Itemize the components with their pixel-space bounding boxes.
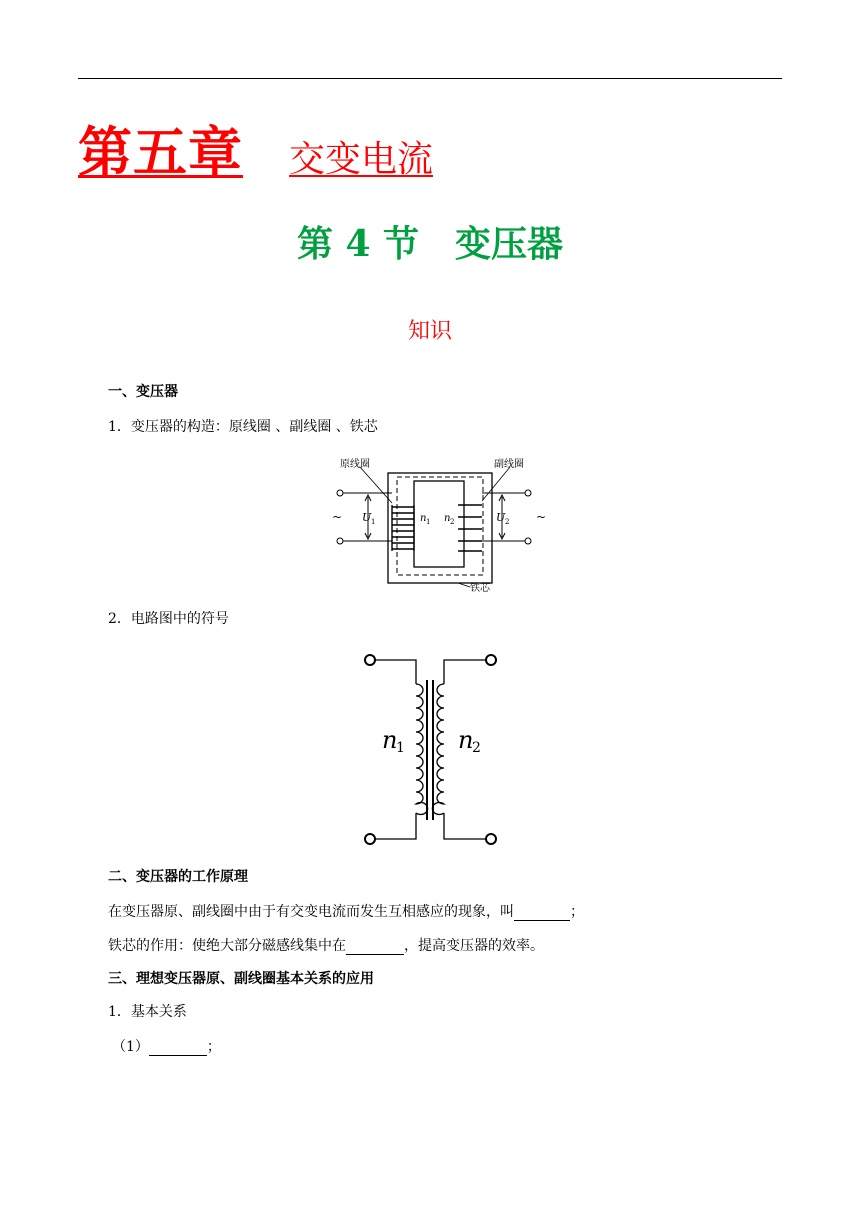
svg-text:U: U <box>496 511 506 524</box>
label-secondary-coil: 副线圈 <box>494 459 524 470</box>
chapter-heading <box>78 110 433 187</box>
svg-text:n: n <box>420 513 427 524</box>
heading-ideal-transformer: 三、理想变压器原、副线圈基本关系的应用 <box>108 971 374 987</box>
primary-coil <box>392 505 414 551</box>
svg-text:2: 2 <box>450 518 455 526</box>
paragraph-mutual-induction: 在变压器原、副线圈中由于有交变电流而发生互相感应的现象，叫 ； <box>108 904 584 920</box>
symbol-n2: n <box>458 726 474 754</box>
svg-text:2: 2 <box>505 518 510 526</box>
svg-text:1: 1 <box>426 518 431 526</box>
item-circuit-symbol: 2．电路图中的符号 <box>108 611 229 627</box>
svg-text:2: 2 <box>472 740 481 756</box>
svg-text:~: ~ <box>332 510 343 524</box>
label-core: 铁芯 <box>470 583 490 594</box>
secondary-coil <box>458 505 482 551</box>
transformer-diagram <box>330 455 550 595</box>
header-rule <box>78 78 782 79</box>
fill-blank <box>346 940 404 955</box>
svg-text:1: 1 <box>396 740 405 756</box>
paragraph-core-function: 铁芯的作用：使绝大部分磁感线集中在 ，提高变压器的效率。 <box>108 938 544 954</box>
symbol-n1: n <box>382 726 398 754</box>
svg-text:~: ~ <box>536 510 547 524</box>
fill-blank <box>514 906 570 921</box>
item-construction: 1．变压器的构造：原线圈 、副线圈 、铁芯 <box>108 419 378 435</box>
label-primary-coil: 原线圈 <box>340 459 370 470</box>
knowledge-label: 知识 <box>407 319 452 344</box>
chapter-title: 交变电流 <box>289 139 434 180</box>
item-basic-relations: 1．基本关系 <box>108 1004 187 1020</box>
svg-text:n: n <box>444 513 451 524</box>
chapter-number: 第五章 <box>78 120 243 184</box>
transformer-symbol <box>360 648 505 850</box>
svg-text:1: 1 <box>371 518 376 526</box>
heading-transformer: 一、变压器 <box>108 384 178 400</box>
section-title: 第 4 节 变压器 <box>296 223 564 265</box>
heading-working-principle: 二、变压器的工作原理 <box>108 869 248 885</box>
item-relation-1: （1） ； <box>112 1039 221 1055</box>
svg-text:U: U <box>362 511 372 524</box>
fill-blank <box>149 1041 207 1056</box>
